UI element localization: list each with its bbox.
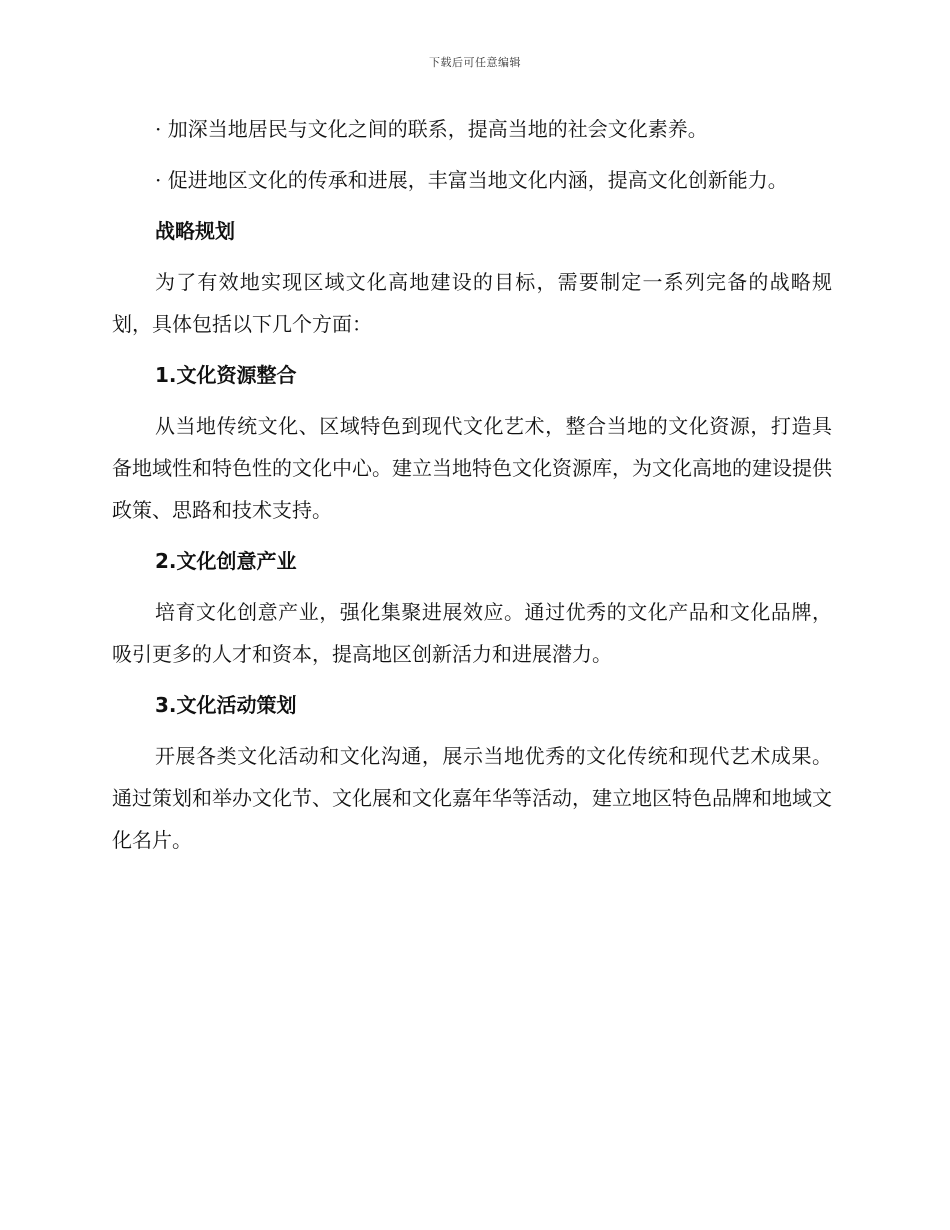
header-note: 下载后可任意编辑 [429,56,521,69]
item-2-paragraph: 培育文化创意产业，强化集聚进展效应。通过优秀的文化产品和文化品牌，吸引更多的人才和资本，提高地区创新活力和进展潜力。 [112,600,832,666]
intro-paragraph: 为了有效地实现区域文化高地建设的目标，需要制定一系列完备的战略规划，具体包括以下几个方面： [112,270,832,336]
document-body [112,108,832,870]
item-1-heading: 1.文化资源整合 [155,363,297,387]
item-3-heading: 3.文化活动策划 [155,693,297,717]
item-1-paragraph: 从当地传统文化、区域特色到现代文化艺术，整合当地的文化资源，打造具备地域性和特色性的文化中心。建立当地特色文化资源库，为文化高地的建设提供政策、思路和技术支持。 [112,414,832,522]
bullet-paragraph-2: · 促进地区文化的传承和进展，丰富当地文化内涵，提高文化创新能力。 [155,168,788,192]
section-heading: 战略规划 [155,219,235,243]
item-3-paragraph: 开展各类文化活动和文化沟通，展示当地优秀的文化传统和现代艺术成果。通过策划和举办文化节、文化展和文化嘉年华等活动，建立地区特色品牌和地域文化名片。 [112,744,832,852]
bullet-paragraph-1: · 加深当地居民与文化之间的联系，提高当地的社会文化素养。 [155,117,708,141]
item-2-heading: 2.文化创意产业 [155,549,297,573]
